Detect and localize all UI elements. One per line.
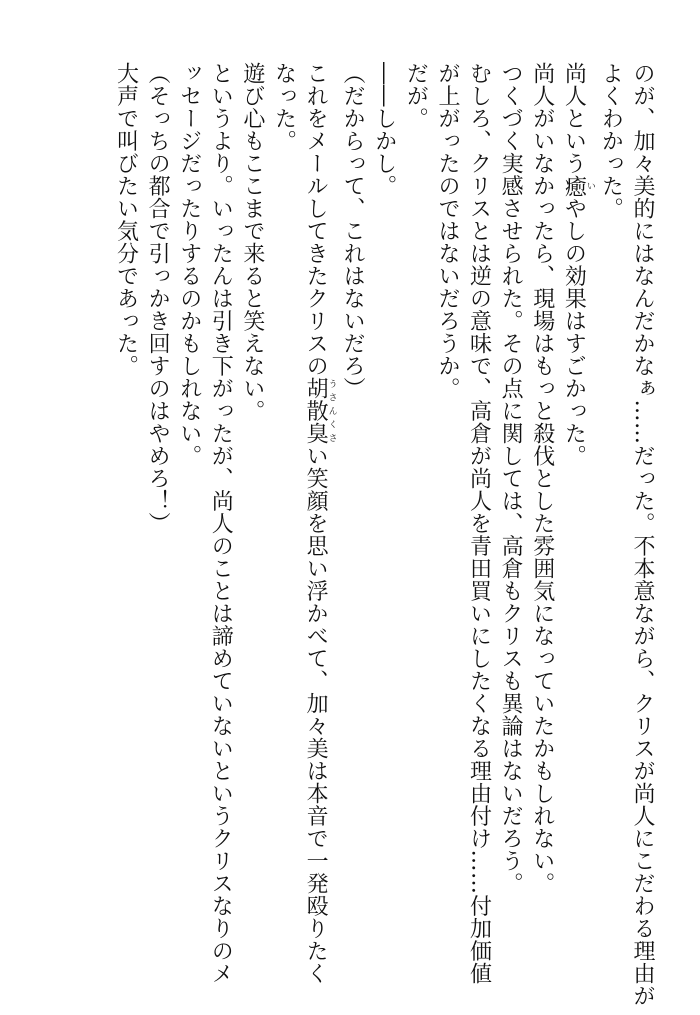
text-line-16: （そっちの都合で引っかき回すのはやめろ！） bbox=[145, 62, 171, 535]
text-line-5: つくづく実感させられた。その点に関しては、高倉もクリスも異論はないだろう。 bbox=[498, 62, 524, 895]
text-line-12: なった。 bbox=[271, 62, 297, 152]
text-line-11-before: これをメールしてきたクリスの bbox=[303, 62, 329, 377]
text-line-1: のが、加々美的にはなんだかなぁ……だった。不本意ながら、クリスが尚人にこだわる理由が bbox=[630, 62, 655, 1007]
text-line-15: ッセージだったりするのかもしれない。 bbox=[176, 62, 202, 467]
text-line-11 bbox=[299, 62, 337, 985]
ruby-reading-iyashi: い bbox=[584, 174, 595, 197]
text-line-3 bbox=[558, 62, 595, 962]
text-line-6: むしろ、クリスとは逆の意味で、高倉が尚人を青田買いにしたくなる理由付け……付加価値 bbox=[466, 62, 492, 985]
vertical-text-body bbox=[110, 62, 658, 1007]
text-line-17: 大声で叫びたい気分であった。 bbox=[113, 62, 139, 377]
text-line-7: が上がったのではないだろうか。 bbox=[434, 62, 460, 400]
text-line-11-after: い笑顔を思い浮かべて、加々美は本音で一発殴りたく bbox=[303, 444, 329, 985]
ruby-iyashi bbox=[561, 174, 595, 198]
text-line-9: ――しかし。 bbox=[371, 62, 397, 197]
text-line-8: だが。 bbox=[403, 62, 429, 130]
text-line-10: （だからって、これはないだろ） bbox=[340, 62, 366, 400]
text-line-13: 遊び心もここまで来ると笑えない。 bbox=[239, 62, 265, 422]
ruby-reading-usankusai: うさんくさ bbox=[326, 377, 337, 445]
text-line-14: というより。いったんは引き下がったが、尚人のことは諦めていないというクリスなりのメ bbox=[208, 62, 234, 985]
text-line-2: よくわかった。 bbox=[598, 62, 624, 220]
ruby-base-usankusai: 胡散臭 bbox=[303, 377, 329, 445]
text-line-4: 尚人がいなかったら、現場はもっと殺伐とした雰囲気になっていたかもしれない。 bbox=[529, 62, 555, 895]
ruby-base-iyashi: 癒 bbox=[561, 174, 587, 197]
text-line-3-before: 尚人という bbox=[561, 62, 587, 175]
ruby-usankusai bbox=[303, 377, 337, 445]
text-line-3-after: やしの効果はすごかった。 bbox=[561, 197, 587, 467]
